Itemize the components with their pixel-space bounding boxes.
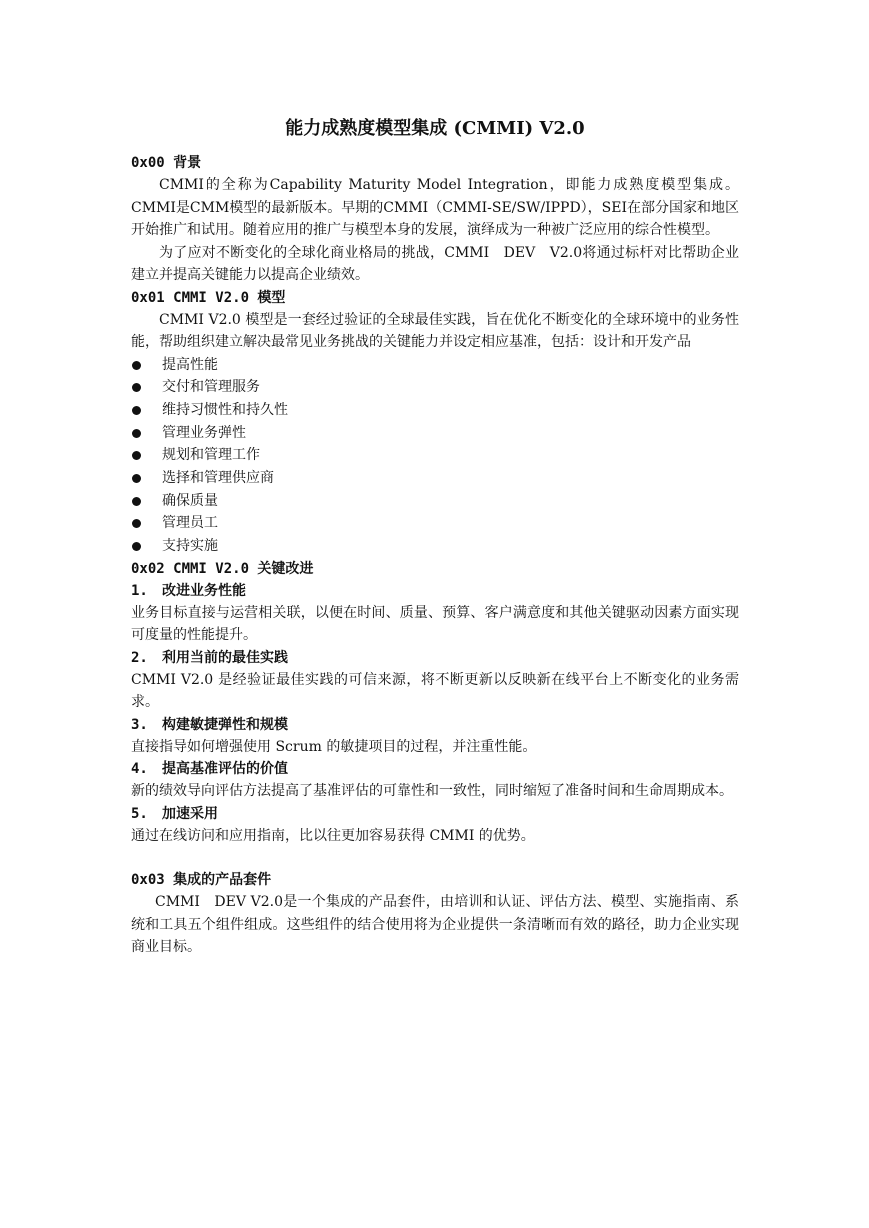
list-item: 管理业务弹性: [131, 422, 739, 445]
section-product-suite: [131, 869, 739, 959]
bullet-icon: [132, 383, 141, 392]
paragraph: CMMI DEV V2.0是一个集成的产品套件，由培训和认证、评估方法、模型、实施指南、系统和工具五个组件组成。这些组件的结合使用将为企业提供一条清晰而有效的路径，助力企业实现商业目标。: [131, 894, 739, 956]
list-item: 规划和管理工作: [131, 444, 739, 467]
list-item: 交付和管理服务: [131, 376, 739, 399]
bullet-icon: [132, 542, 141, 551]
paragraph: CMMI的全称为Capability Maturity Model Integration，即能力成熟度模型集成。CMMI是CMM模型的最新版本。早期的CMMI（CMMI-SE/SW/IPPD），SEI在部分国家和地区开始推广和试用。随着应用的推广与模型本身的发展，演绎成为一种被广泛应用的综合性模型。: [131, 177, 740, 238]
section-heading: 0x02 CMMI V2.0 关键改进: [131, 560, 314, 577]
improvement-title: 1. 改进业务性能: [131, 582, 246, 599]
list-item: 提高性能: [131, 354, 739, 377]
list-item: 管理员工: [131, 512, 739, 535]
document-title: 能力成熟度模型集成 (CMMI) V2.0: [285, 118, 585, 139]
bullet-icon: [132, 429, 141, 438]
section-key-improvements: [131, 558, 739, 848]
section-heading: 0x01 CMMI V2.0 模型: [131, 289, 286, 306]
list-item: 选择和管理供应商: [131, 467, 739, 490]
bullet-icon: [132, 406, 141, 415]
list-item: 维持习惯性和持久性: [131, 399, 739, 422]
improvement-title: 2. 利用当前的最佳实践: [131, 649, 288, 666]
section-heading: 0x03 集成的产品套件: [131, 872, 272, 889]
list-item: 支持实施: [131, 535, 739, 558]
paragraph: 为了应对不断变化的全球化商业格局的挑战，CMMI DEV V2.0将通过标杆对比帮助企业建立并提高关键能力以提高企业绩效。: [131, 244, 739, 283]
bullet-icon: [132, 451, 141, 460]
improvement-title: 4. 提高基准评估的价值: [131, 761, 288, 778]
list-item: 确保质量: [131, 490, 739, 513]
improvement-body: 业务目标直接与运营相关联，以便在时间、质量、预算、客户满意度和其他关键驱动因素方面实现可度量的性能提升。: [131, 604, 739, 644]
improvement-body: CMMI V2.0 是经验证最佳实践的可信来源，将不断更新以反映新在线平台上不断变化的业务需求。: [131, 671, 739, 711]
bullet-icon: [132, 361, 141, 370]
section-heading: 0x00 背景: [131, 155, 202, 171]
bullet-icon: [132, 519, 141, 528]
paragraph: CMMI V2.0 模型是一套经过验证的全球最佳实践，旨在优化不断变化的全球环境中的业务性能，帮助组织建立解决最常见业务挑战的关键能力并设定相应基准，包括：设计和开发产品: [131, 311, 739, 350]
capability-list: [131, 354, 739, 558]
improvement-body: 新的绩效导向评估方法提高了基准评估的可靠性和一致性，同时缩短了准备时间和生命周期成本。: [131, 783, 733, 800]
improvement-title: 5. 加速采用: [131, 805, 218, 822]
section-background: [131, 152, 739, 287]
blank-line: [131, 847, 739, 869]
improvement-body: 通过在线访问和应用指南，比以往更加容易获得 CMMI 的优势。: [131, 827, 535, 844]
document-body: [131, 116, 739, 959]
section-model: [131, 287, 739, 558]
bullet-icon: [132, 474, 141, 483]
improvement-body: 直接指导如何增强使用 Scrum 的敏捷项目的过程，并注重性能。: [131, 738, 537, 755]
improvement-title: 3. 构建敏捷弹性和规模: [131, 716, 288, 733]
bullet-icon: [132, 497, 141, 506]
